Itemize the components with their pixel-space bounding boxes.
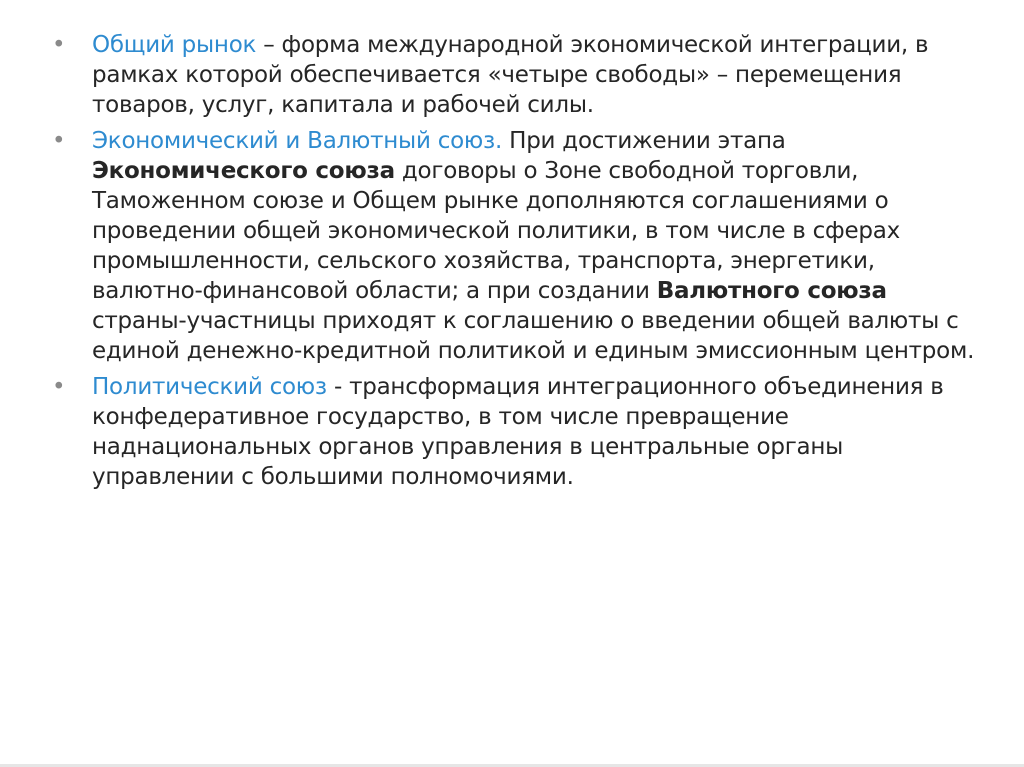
term-common-market: Общий рынок — [92, 32, 257, 58]
bullet-icon: • — [52, 32, 66, 58]
definition-common-market: – форма международной экономической интеграции, в рамках которой обеспечивается «четыре свободы» – перемещения товаров, услуг, капитала и рабочей силы. — [92, 32, 929, 118]
definition-part-3: страны-участницы приходят к соглашению о введении общей валюты с единой денежно-кредитной политикой и единым эмиссионным центром. — [92, 308, 975, 364]
term-economic-monetary-union: Экономический и Валютный союз. — [92, 128, 503, 154]
definition-political-union: - трансформация интеграционного объединения в конфедеративное государство, в том числе превращение наднациональных органов управления в центральные органы управлении с большими полномочиями. — [92, 374, 944, 490]
bullet-icon: • — [52, 374, 66, 400]
bullet-item-common-market — [52, 30, 977, 120]
bullet-item-economic-monetary-union — [52, 126, 977, 366]
bullet-icon: • — [52, 128, 66, 154]
definition-part-1: При достижении этапа — [502, 128, 786, 154]
definition-part-2: договоры о Зоне свободной торговли, Таможенном союзе и Общем рынке дополняются соглашениями о проведении общей экономической политики, в том числе в сферах промышленности, сельского хозяйства, транспорта, энергетики, валютно-финансовой области; а при создании — [92, 158, 900, 304]
bold-monetary-union: Валютного союза — [656, 278, 887, 304]
bullet-list — [52, 30, 977, 498]
bold-economic-union: Экономического союза — [92, 158, 395, 184]
term-political-union: Политический союз — [92, 374, 327, 400]
bullet-item-political-union — [52, 372, 977, 492]
